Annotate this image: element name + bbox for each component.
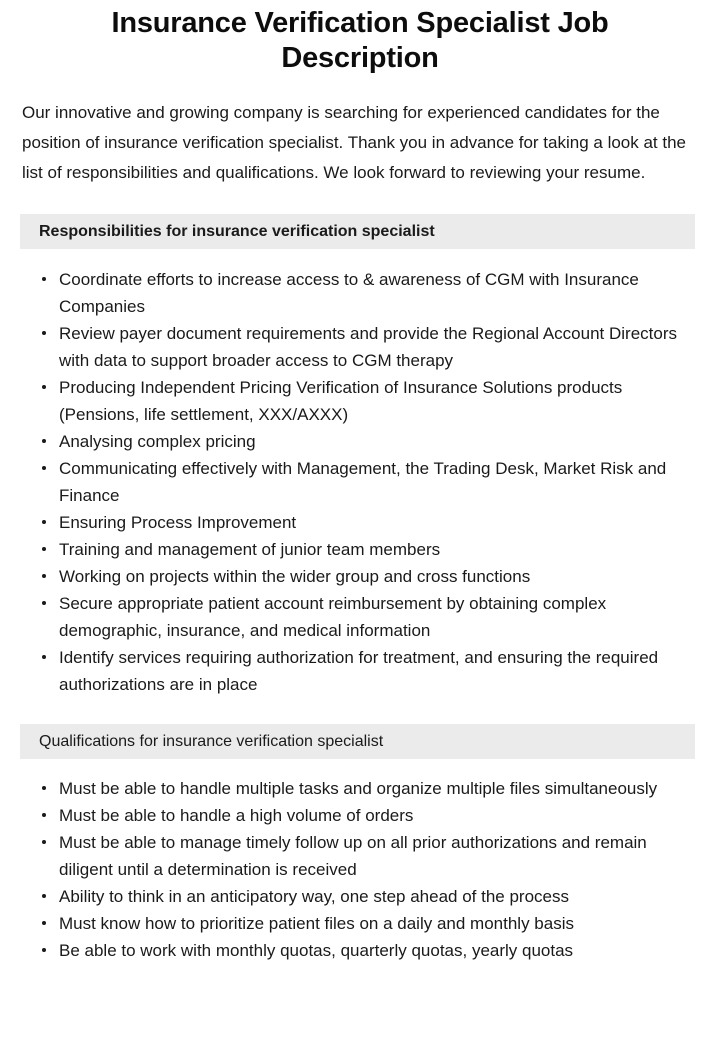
section-header-responsibilities bbox=[20, 214, 695, 249]
section-header-responsibilities-label: Responsibilities for insurance verification specialist bbox=[39, 222, 435, 240]
list-item bbox=[0, 266, 694, 320]
list-item-label: Must know how to prioritize patient files on a daily and monthly basis bbox=[59, 914, 574, 933]
list-item-label: Coordinate efforts to increase access to & awareness of CGM with Insurance Companies bbox=[59, 270, 639, 316]
list-item-label: Producing Independent Pricing Verification of Insurance Solutions products (Pensions, life settlement, XXX/AXXX) bbox=[59, 378, 623, 424]
list-item bbox=[0, 590, 694, 644]
list-item bbox=[0, 320, 694, 374]
list-item bbox=[0, 374, 694, 428]
page-title: Insurance Verification Specialist Job Description bbox=[111, 7, 609, 74]
list-item bbox=[0, 829, 694, 883]
list-item bbox=[0, 644, 694, 698]
bullet-icon bbox=[42, 574, 46, 578]
list-item bbox=[0, 455, 694, 509]
list-item bbox=[0, 802, 694, 829]
bullet-icon bbox=[42, 921, 46, 925]
bullet-icon bbox=[42, 520, 46, 524]
bullet-icon bbox=[42, 331, 46, 335]
bullet-icon bbox=[42, 786, 46, 790]
list-item bbox=[0, 937, 694, 964]
section-header-qualifications-label: Qualifications for insurance verification specialist bbox=[39, 732, 384, 750]
bullet-icon bbox=[42, 547, 46, 551]
bullet-icon bbox=[42, 277, 46, 281]
list-item bbox=[0, 910, 694, 937]
list-item-label: Ensuring Process Improvement bbox=[59, 513, 297, 532]
list-item bbox=[0, 883, 694, 910]
list-item bbox=[0, 428, 694, 455]
bullet-icon bbox=[42, 894, 46, 898]
responsibilities-list bbox=[0, 266, 720, 698]
list-item bbox=[0, 775, 694, 802]
bullet-icon bbox=[42, 385, 46, 389]
list-item bbox=[0, 509, 694, 536]
bullet-icon bbox=[42, 601, 46, 605]
bullet-icon bbox=[42, 840, 46, 844]
list-item-label: Identify services requiring authorization for treatment, and ensuring the required authorizations are in place bbox=[59, 648, 659, 694]
list-item-label: Review payer document requirements and provide the Regional Account Directors with data to support broader access to CGM therapy bbox=[59, 324, 677, 370]
list-item bbox=[0, 563, 694, 590]
list-item-label: Communicating effectively with Management, the Trading Desk, Market Risk and Finance bbox=[59, 459, 667, 505]
qualifications-list bbox=[0, 775, 720, 964]
list-item-label: Working on projects within the wider group and cross functions bbox=[59, 567, 531, 586]
section-header-qualifications bbox=[20, 724, 695, 759]
list-item-label: Be able to work with monthly quotas, quarterly quotas, yearly quotas bbox=[59, 941, 574, 960]
bullet-icon bbox=[42, 466, 46, 470]
intro-paragraph: Our innovative and growing company is searching for experienced candidates for the position of insurance verification specialist. Thank you in advance for taking a look at the list of responsibilities and qualifications. We look forward to reviewing your resume. bbox=[22, 103, 687, 182]
list-item-label: Ability to think in an anticipatory way, one step ahead of the process bbox=[59, 887, 569, 906]
list-item-label: Secure appropriate patient account reimbursement by obtaining complex demographic, insurance, and medical information bbox=[59, 594, 607, 640]
bullet-icon bbox=[42, 813, 46, 817]
list-item-label: Must be able to handle multiple tasks and organize multiple files simultaneously bbox=[59, 779, 658, 798]
list-item-label: Analysing complex pricing bbox=[59, 432, 256, 451]
bullet-icon bbox=[42, 655, 46, 659]
list-item-label: Training and management of junior team members bbox=[59, 540, 441, 559]
list-item-label: Must be able to manage timely follow up on all prior authorizations and remain diligent until a determination is received bbox=[59, 833, 647, 879]
bullet-icon bbox=[42, 439, 46, 443]
bullet-icon bbox=[42, 948, 46, 952]
list-item bbox=[0, 536, 694, 563]
list-item-label: Must be able to handle a high volume of orders bbox=[59, 806, 414, 825]
